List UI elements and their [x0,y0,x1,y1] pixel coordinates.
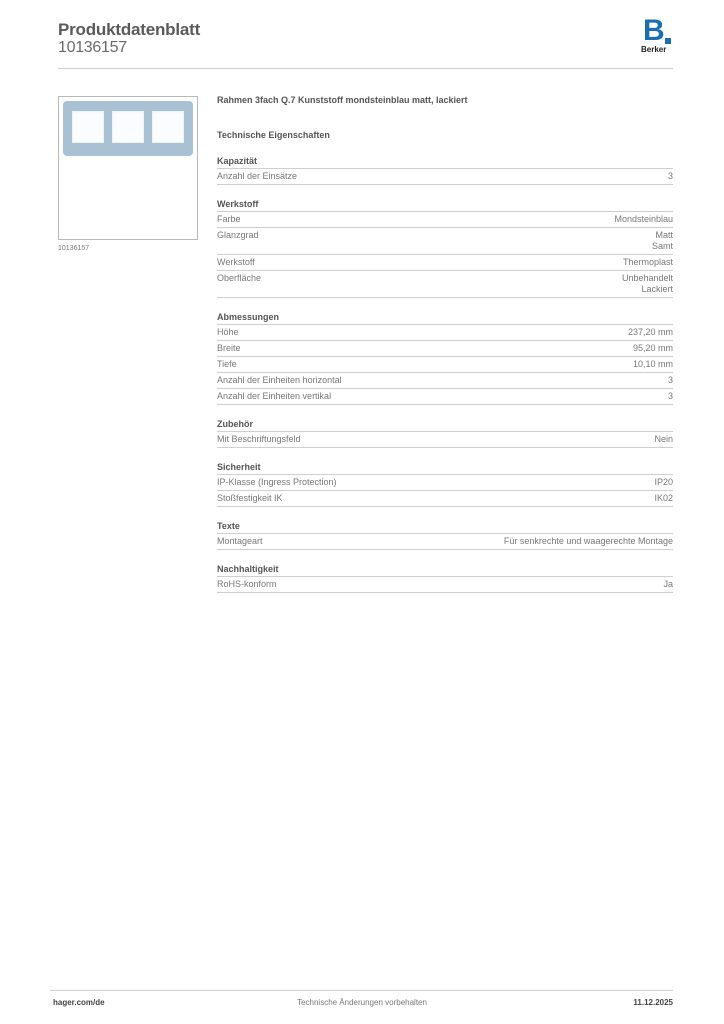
property-value [668,171,673,182]
property-row [217,255,673,271]
footer-date: 11.12.2025 [633,998,673,1007]
property-label: Montageart [217,536,263,546]
property-row [217,389,673,405]
property-label: Glanzgrad [217,230,259,240]
property-value-line: Ja [663,579,673,589]
property-value-line: 237,20 mm [627,327,673,337]
property-value [628,327,673,338]
property-value-line: Unbehandelt [621,273,673,283]
property-value-line: Samt [651,241,673,251]
property-label: Stoßfestigkeit IK [217,493,283,503]
logo-letter: B [643,14,665,47]
logo-text: Berker [641,45,667,54]
property-label: Farbe [217,214,241,224]
property-value-line: Für senkrechte und waagerechte Montage [503,536,673,546]
article-number: 10136157 [58,39,127,56]
property-row [217,228,673,255]
property-row [217,169,673,185]
header-divider [58,68,673,69]
property-value [654,434,673,445]
section-title: Nachhaltigkeit [217,564,673,577]
property-value-line: Lackiert [641,284,673,294]
property-value-line: 3 [667,171,673,181]
property-section [217,521,673,550]
property-section [217,419,673,448]
property-value [663,579,673,590]
property-row [217,373,673,389]
property-value-line: 3 [667,375,673,385]
property-row [217,432,673,448]
property-label: IP-Klasse (Ingress Protection) [217,477,337,487]
property-section [217,199,673,298]
berker-logo [641,16,675,56]
logo-dot-icon [665,38,671,44]
property-label: RoHS-konform [217,579,277,589]
property-label: Mit Beschriftungsfeld [217,434,301,444]
property-label: Anzahl der Einsätze [217,171,298,181]
page-title: Produktdatenblatt [58,20,201,39]
footer-divider [50,990,673,991]
section-heading: Technische Eigenschaften [217,130,330,140]
frame-3fach-icon [63,101,193,156]
frame-opening [72,111,104,143]
property-label: Anzahl der Einheiten horizontal [217,375,342,385]
property-section [217,462,673,507]
section-title: Werkstoff [217,199,673,212]
property-value-line: Nein [654,434,673,444]
property-value-line: Matt [655,230,673,240]
property-row [217,577,673,593]
property-row [217,325,673,341]
image-caption: 10136157 [58,245,90,252]
section-title: Zubehör [217,419,673,432]
property-label: Oberfläche [217,273,262,283]
property-row [217,341,673,357]
property-value [504,536,673,547]
property-value [633,359,673,370]
footer-website: hager.com/de [53,998,105,1007]
property-value-line: Thermoplast [622,257,673,267]
section-title: Abmessungen [217,312,673,325]
property-value-line: IK02 [654,493,673,503]
property-section [217,156,673,185]
property-row [217,534,673,550]
product-title: Rahmen 3fach Q.7 Kunststoff mondsteinblau matt, lackiert [217,95,468,105]
property-value [614,214,673,225]
property-value [654,493,673,504]
property-row [217,271,673,298]
property-value-line: 10,10 mm [632,359,673,369]
property-value [668,391,673,402]
property-value-line: Mondsteinblau [614,214,673,224]
property-value-line: 95,20 mm [632,343,673,353]
properties-list [217,156,673,593]
property-label: Anzahl der Einheiten vertikal [217,391,332,401]
property-row [217,357,673,373]
property-value [623,257,673,268]
property-label: Tiefe [217,359,237,369]
section-title: Sicherheit [217,462,673,475]
property-value [652,230,673,252]
property-value-line: 3 [667,391,673,401]
property-label: Werkstoff [217,257,255,267]
property-label: Breite [217,343,241,353]
property-section [217,564,673,593]
product-image [58,96,198,240]
section-title: Kapazität [217,156,673,169]
property-value-line: IP20 [654,477,673,487]
property-row [217,491,673,507]
property-value [622,273,673,295]
property-row [217,212,673,228]
property-value [654,477,673,488]
section-title: Texte [217,521,673,534]
footer-notice: Technische Änderungen vorbehalten [297,998,427,1007]
frame-opening [152,111,184,143]
property-value [633,343,673,354]
property-section [217,312,673,405]
frame-opening [112,111,144,143]
property-row [217,475,673,491]
property-label: Höhe [217,327,239,337]
product-data [217,95,673,593]
property-value [668,375,673,386]
